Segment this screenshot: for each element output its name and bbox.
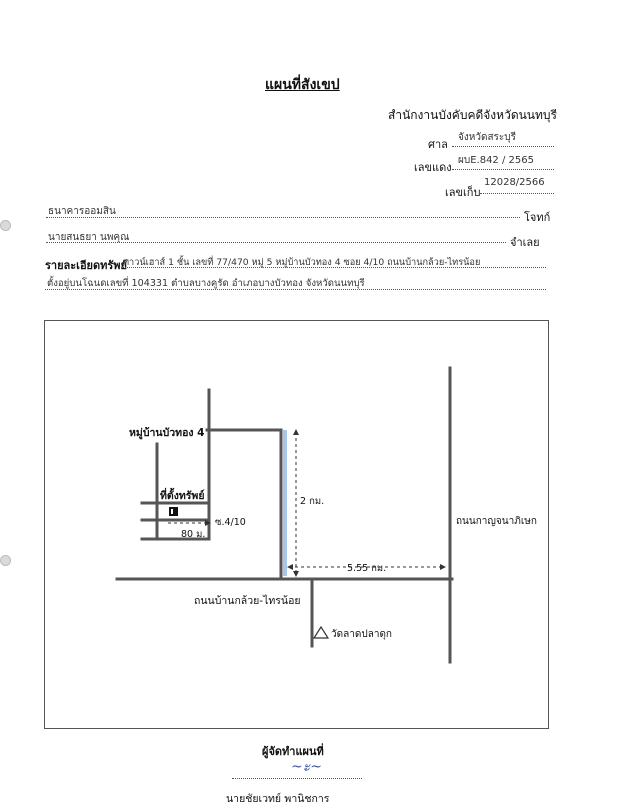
file-no-label: เลขเก็บ bbox=[445, 186, 481, 199]
defendant-label: จำเลย bbox=[510, 236, 540, 249]
plaintiff-label: โจทก์ bbox=[524, 211, 551, 224]
file-no-value: 12028/2566 bbox=[484, 177, 545, 188]
red-no-label: เลขแดง bbox=[414, 161, 452, 174]
dist-555-label: 5.55 กม. bbox=[347, 563, 387, 574]
arrow-2km-up bbox=[293, 429, 299, 435]
property-line1: ทาวน์เฮาส์ 1 ชั้น เลขที่ 77/470 หมู่ 5 หมู่บ้านบัวทอง 4 ซอย 4/10 ถนนบ้านกล้วย-ไทรน้อย bbox=[123, 257, 481, 268]
court-value: จังหวัดสระบุรี bbox=[458, 132, 517, 143]
temple-triangle-icon bbox=[314, 627, 328, 638]
map-maker-label: ผู้จัดทำแผนที่ bbox=[262, 745, 324, 758]
soi-label: ซ.4/10 bbox=[215, 517, 246, 528]
signature: ~ะ~ bbox=[291, 759, 322, 775]
property-label: รายละเอียดทรัพย์ bbox=[45, 259, 127, 272]
dist-80-label: 80 ม. bbox=[181, 529, 206, 540]
signature-dots bbox=[232, 778, 362, 779]
road-main-label: ถนนบ้านกล้วย-ไทรน้อย bbox=[194, 595, 301, 607]
village-label: หมู่บ้านบัวทอง 4 bbox=[129, 427, 205, 439]
dist-2km-label: 2 กม. bbox=[300, 496, 325, 507]
plaintiff-value: ธนาคารออมสิน bbox=[48, 206, 116, 217]
property-location-label: ที่ตั้งทรัพย์ bbox=[160, 490, 205, 502]
map-maker-name: นายชัยเวทย์ พานิชการ bbox=[226, 793, 330, 805]
canal bbox=[283, 430, 287, 576]
road-side-label: ถนนกาญจนาภิเษก bbox=[456, 516, 537, 527]
property-marker bbox=[169, 507, 178, 516]
red-no-value: ผบE.842 / 2565 bbox=[458, 155, 534, 166]
arrow-555-left bbox=[287, 564, 293, 570]
office-name: สำนักงานบังคับคดีจังหวัดนนทบุรี bbox=[388, 108, 557, 122]
page-title: แผนที่สังเขป bbox=[265, 77, 340, 93]
defendant-value: นายสนธยา นพคุณ bbox=[48, 232, 130, 243]
arrow-2km-down bbox=[293, 571, 299, 577]
property-line2: ตั้งอยู่บนโฉนดเลขที่ 104331 ตำบลบางคูรัด อำเภอบางบัวทอง จังหวัดนนทบุรี bbox=[47, 278, 365, 289]
temple-label: วัดลาดปลาดุก bbox=[331, 629, 392, 640]
arrow-555-right bbox=[440, 564, 446, 570]
court-label: ศาล bbox=[428, 138, 448, 151]
